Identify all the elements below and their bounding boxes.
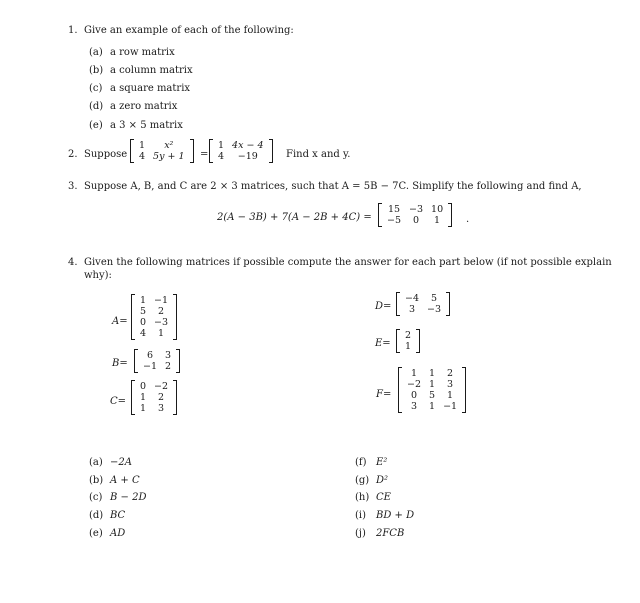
q1-item-b-text: a column matrix <box>110 65 193 76</box>
matrix-cell: 5 <box>429 390 436 401</box>
matrix-cell: 15 <box>387 204 401 215</box>
q4-part-a-label: (a) <box>89 457 103 468</box>
matrix-cell: x² <box>164 140 174 151</box>
matrix-cell: −1 <box>143 361 158 372</box>
q1-item-c-label: (c) <box>89 83 103 94</box>
q4-part-d-label: (d) <box>89 510 104 521</box>
q4-part-b-label: (b) <box>89 475 104 486</box>
matrix-cell: 1 <box>139 140 146 151</box>
matrix-cell: 1 <box>140 392 147 403</box>
q4-part-j-label: (j) <box>355 528 366 539</box>
matrix-cell: −3 <box>427 304 442 315</box>
matrix-cell: 2 <box>165 361 172 372</box>
q4-part-e-label: (e) <box>89 528 103 539</box>
matrix-cell: 1 <box>158 328 165 339</box>
matrix-cell: 4 <box>140 328 147 339</box>
q4-part-c-label: (c) <box>89 492 103 503</box>
matrix-cell: 3 <box>165 350 172 361</box>
matrix-cell: −4 <box>405 293 420 304</box>
matrix-b <box>134 349 180 373</box>
matrix-f-label: F= <box>376 389 392 400</box>
matrix-cell: −3 <box>154 317 169 328</box>
matrix-cell: 3 <box>408 304 416 315</box>
matrix-cell: 4 <box>139 151 146 162</box>
q3-expression: 2(A − 3B) + 7(A − 2B + 4C) = <box>217 212 372 223</box>
q1-item-a-text: a row matrix <box>110 47 175 58</box>
matrix-cell: 5 <box>431 293 438 304</box>
q4-part-i-text: BD + D <box>376 510 415 521</box>
q3-result-matrix <box>378 203 452 227</box>
matrix-cell: 3 <box>447 379 454 390</box>
matrix-cell: 3 <box>158 403 165 414</box>
q4-part-g-text: D² <box>376 475 389 486</box>
q4-number: 4. <box>68 257 78 268</box>
q4-line1: Given the following matrices if possible compute the answer for each part below (if not possible explain <box>84 257 612 268</box>
matrix-cell: 1 <box>434 215 441 226</box>
q2-right-matrix <box>209 139 273 163</box>
q2-left-matrix <box>130 139 194 163</box>
matrix-cell: −19 <box>237 151 258 162</box>
q3-text: Suppose A, B, and C are 2 × 3 matrices, such that A = 5B − 7C. Simplify the following and find A, <box>84 181 582 192</box>
q4-part-a-text: −2A <box>110 457 132 468</box>
q1-number: 1. <box>68 25 78 36</box>
matrix-cell: 4x − 4 <box>232 140 264 151</box>
q4-part-f-text: E² <box>376 457 388 468</box>
q4-part-h-label: (h) <box>355 492 370 503</box>
matrix-cell: 2 <box>447 368 454 379</box>
matrix-e-label: E= <box>375 338 391 349</box>
q4-part-f-label: (f) <box>355 457 367 468</box>
matrix-f <box>398 367 466 413</box>
q4-part-i-label: (i) <box>355 510 367 521</box>
q4-part-d-text: BC <box>110 510 126 521</box>
matrix-c <box>131 380 177 415</box>
matrix-cell: 0 <box>140 317 147 328</box>
matrix-cell: 1 <box>429 401 436 412</box>
matrix-e <box>396 329 420 353</box>
matrix-d-label: D= <box>375 301 392 312</box>
q1-item-d-text: a zero matrix <box>110 101 178 112</box>
matrix-cell: −1 <box>443 401 458 412</box>
q2-suppose: Suppose <box>84 149 128 160</box>
matrix-cell: 3 <box>410 401 418 412</box>
q1-item-a-label: (a) <box>89 47 103 58</box>
matrix-cell: 1 <box>405 341 412 352</box>
matrix-d <box>396 292 450 316</box>
matrix-cell: −5 <box>387 215 402 226</box>
matrix-cell: 1 <box>140 295 147 306</box>
matrix-cell: −2 <box>154 381 169 392</box>
matrix-cell: 1 <box>218 140 225 151</box>
matrix-cell: 2 <box>158 392 165 403</box>
matrix-cell: 5y + 1 <box>153 151 185 162</box>
matrix-cell: 4 <box>218 151 225 162</box>
q2-find: Find x and y. <box>286 149 351 160</box>
matrix-cell: 1 <box>140 403 147 414</box>
q1-item-d-label: (d) <box>89 101 104 112</box>
matrix-cell: 0 <box>413 215 420 226</box>
matrix-cell: −3 <box>409 204 424 215</box>
q1-item-b-label: (b) <box>89 65 104 76</box>
q1-item-e-label: (e) <box>89 120 103 131</box>
matrix-b-label: B= <box>112 358 128 369</box>
matrix-cell: 6 <box>146 350 154 361</box>
q4-part-j-text: 2FCB <box>376 528 405 539</box>
q1-prompt: Give an example of each of the following: <box>84 25 294 36</box>
q2-equals: = <box>200 149 209 160</box>
matrix-a-label: A= <box>112 316 128 327</box>
matrix-cell: 1 <box>447 390 454 401</box>
q4-part-b-text: A + C <box>110 475 140 486</box>
q4-part-e-text: AD <box>110 528 126 539</box>
matrix-a <box>131 294 177 340</box>
q4-part-c-text: B − 2D <box>110 492 147 503</box>
matrix-cell: 0 <box>410 390 418 401</box>
matrix-cell: 1 <box>410 368 418 379</box>
matrix-cell: 5 <box>140 306 147 317</box>
q3-period: . <box>466 214 470 225</box>
q1-item-e-text: a 3 × 5 matrix <box>110 120 183 131</box>
matrix-cell: 1 <box>429 379 436 390</box>
q3-number: 3. <box>68 181 78 192</box>
matrix-cell: 1 <box>429 368 436 379</box>
q4-part-h-text: CE <box>376 492 391 503</box>
q4-part-g-label: (g) <box>355 475 370 486</box>
matrix-cell: 2 <box>158 306 165 317</box>
matrix-cell: 2 <box>405 330 412 341</box>
q2-number: 2. <box>68 149 78 160</box>
matrix-cell: 10 <box>431 204 444 215</box>
matrix-cell: 0 <box>140 381 147 392</box>
matrix-cell: −2 <box>407 379 422 390</box>
matrix-cell: −1 <box>154 295 169 306</box>
q1-item-c-text: a square matrix <box>110 83 191 94</box>
matrix-c-label: C= <box>110 396 127 407</box>
q4-line2: why): <box>84 270 112 281</box>
